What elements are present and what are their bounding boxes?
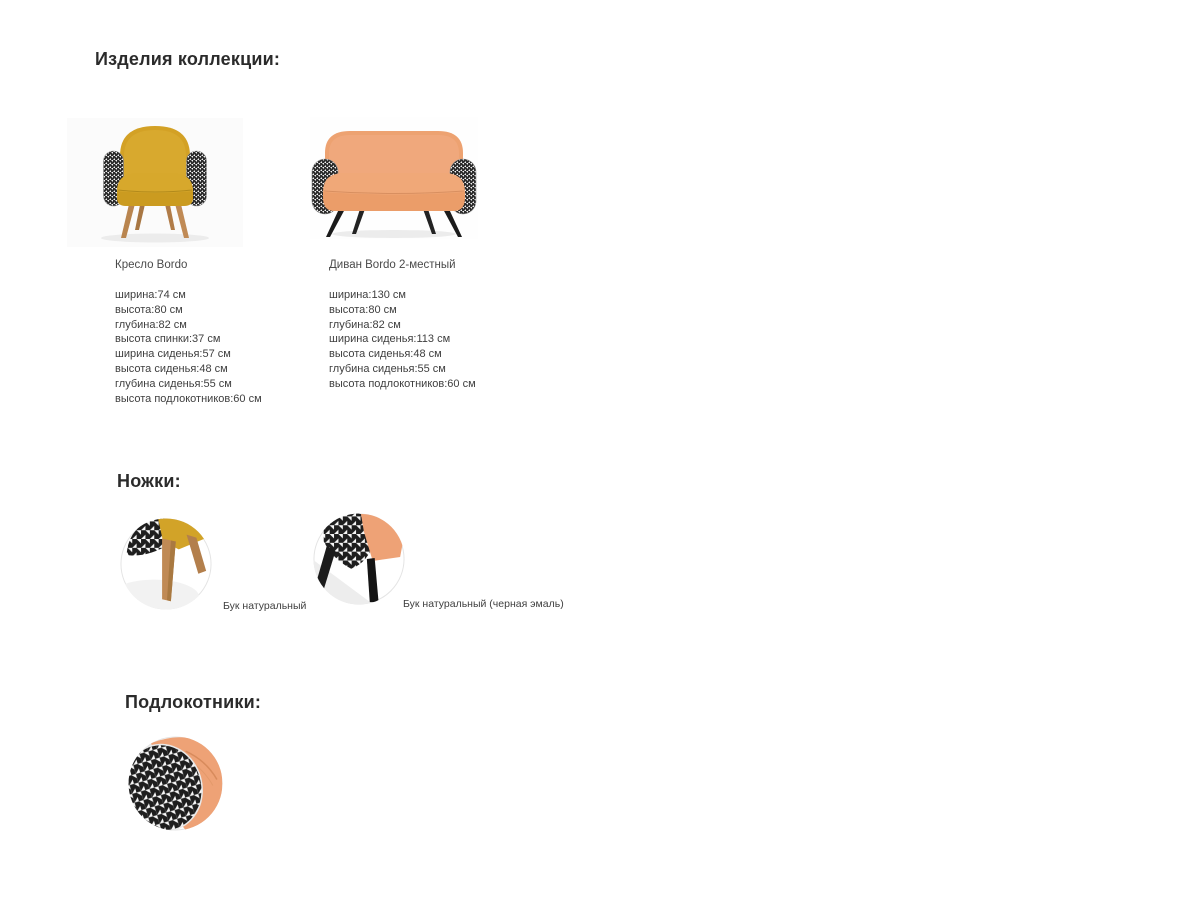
armrest-detail [127,735,224,832]
leg-detail-natural [119,517,213,611]
leg-caption-black: Бук натуральный (черная эмаль) [403,598,564,610]
black-enamel-leg-illustration [312,512,406,606]
product-name-sofa: Диван Bordo 2-местный [329,259,456,271]
spec-line: глубина:82 см [115,318,187,331]
spec-line: ширина:130 см [329,289,406,301]
product-name-chair: Кресло Bordo [115,259,188,271]
spec-line: глубина сиденья:55 см [329,362,446,375]
natural-beech-leg-illustration [119,517,213,611]
leg-detail-black [312,512,406,606]
spec-line: высота:80 см [329,303,397,316]
sofa-photo [310,117,478,239]
spec-line: высота сиденья:48 см [329,348,442,361]
yellow-armchair-illustration [67,118,243,247]
spec-line: высота сиденья:48 см [115,362,228,375]
orange-sofa-illustration [310,117,478,239]
houndstooth-armrest-illustration [127,735,224,832]
spec-line: ширина сиденья:57 см [115,348,231,361]
collection-title: Изделия коллекции: [95,49,281,69]
spec-line: высота подлокотников:60 см [115,392,262,405]
spec-line: глубина сиденья:55 см [115,377,232,390]
leg-caption-natural: Бук натуральный [223,600,307,612]
chair-specs [115,288,262,406]
sofa-specs [329,288,476,392]
spec-line: высота:80 см [115,303,183,316]
chair-photo [67,118,243,247]
spec-line: высота спинки:37 см [115,333,221,346]
armrests-section-title: Подлокотники: [125,692,262,712]
spec-line: глубина:82 см [329,318,401,331]
legs-section-title: Ножки: [117,471,181,491]
spec-line: ширина:74 см [115,289,186,301]
spec-line: высота подлокотников:60 см [329,377,476,390]
spec-line: ширина сиденья:113 см [329,333,451,346]
